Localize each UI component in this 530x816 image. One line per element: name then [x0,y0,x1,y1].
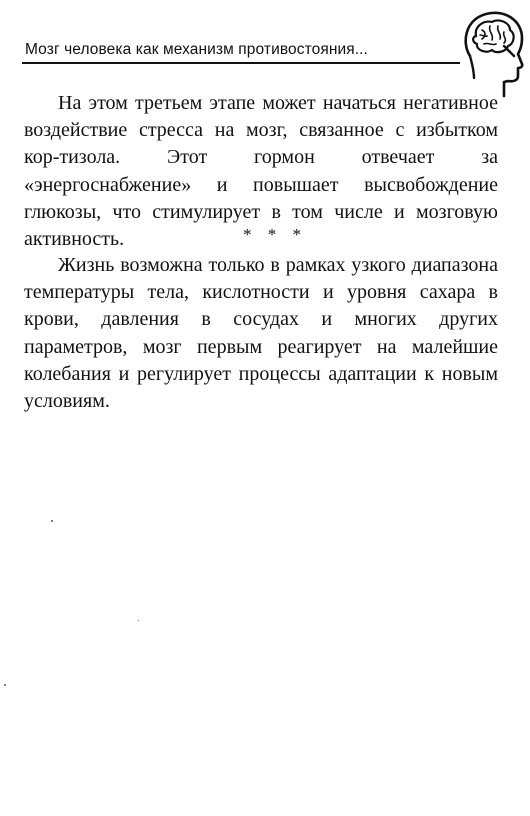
paragraph-1: На этом третьем этапе может начаться негативное воздействие стресса на мозг, связанное с избытком кор-тизола. Этот гормон отвечает за «энергоснабжение» и повышает высвобождение глюкозы, что стимулирует в том числе и мозговую активность. [24,92,498,251]
head-with-brain-icon [452,6,526,98]
header-rule [22,62,460,64]
paragraph-2: Жизнь возможна только в рамках узкого диапазона температуры тела, кислотности и уровня сахара в крови, давления в сосудах и многих других параметров, мозг первым реагирует на малейшие колебания и регулирует процессы адаптации к новым условиям. [24,254,498,413]
section-separator: * * * [243,225,307,244]
scan-speck [138,620,139,621]
running-header-title: Мозг человека как механизм противостояния... [25,41,368,58]
scan-speck [4,684,6,686]
scan-speck [51,520,53,522]
